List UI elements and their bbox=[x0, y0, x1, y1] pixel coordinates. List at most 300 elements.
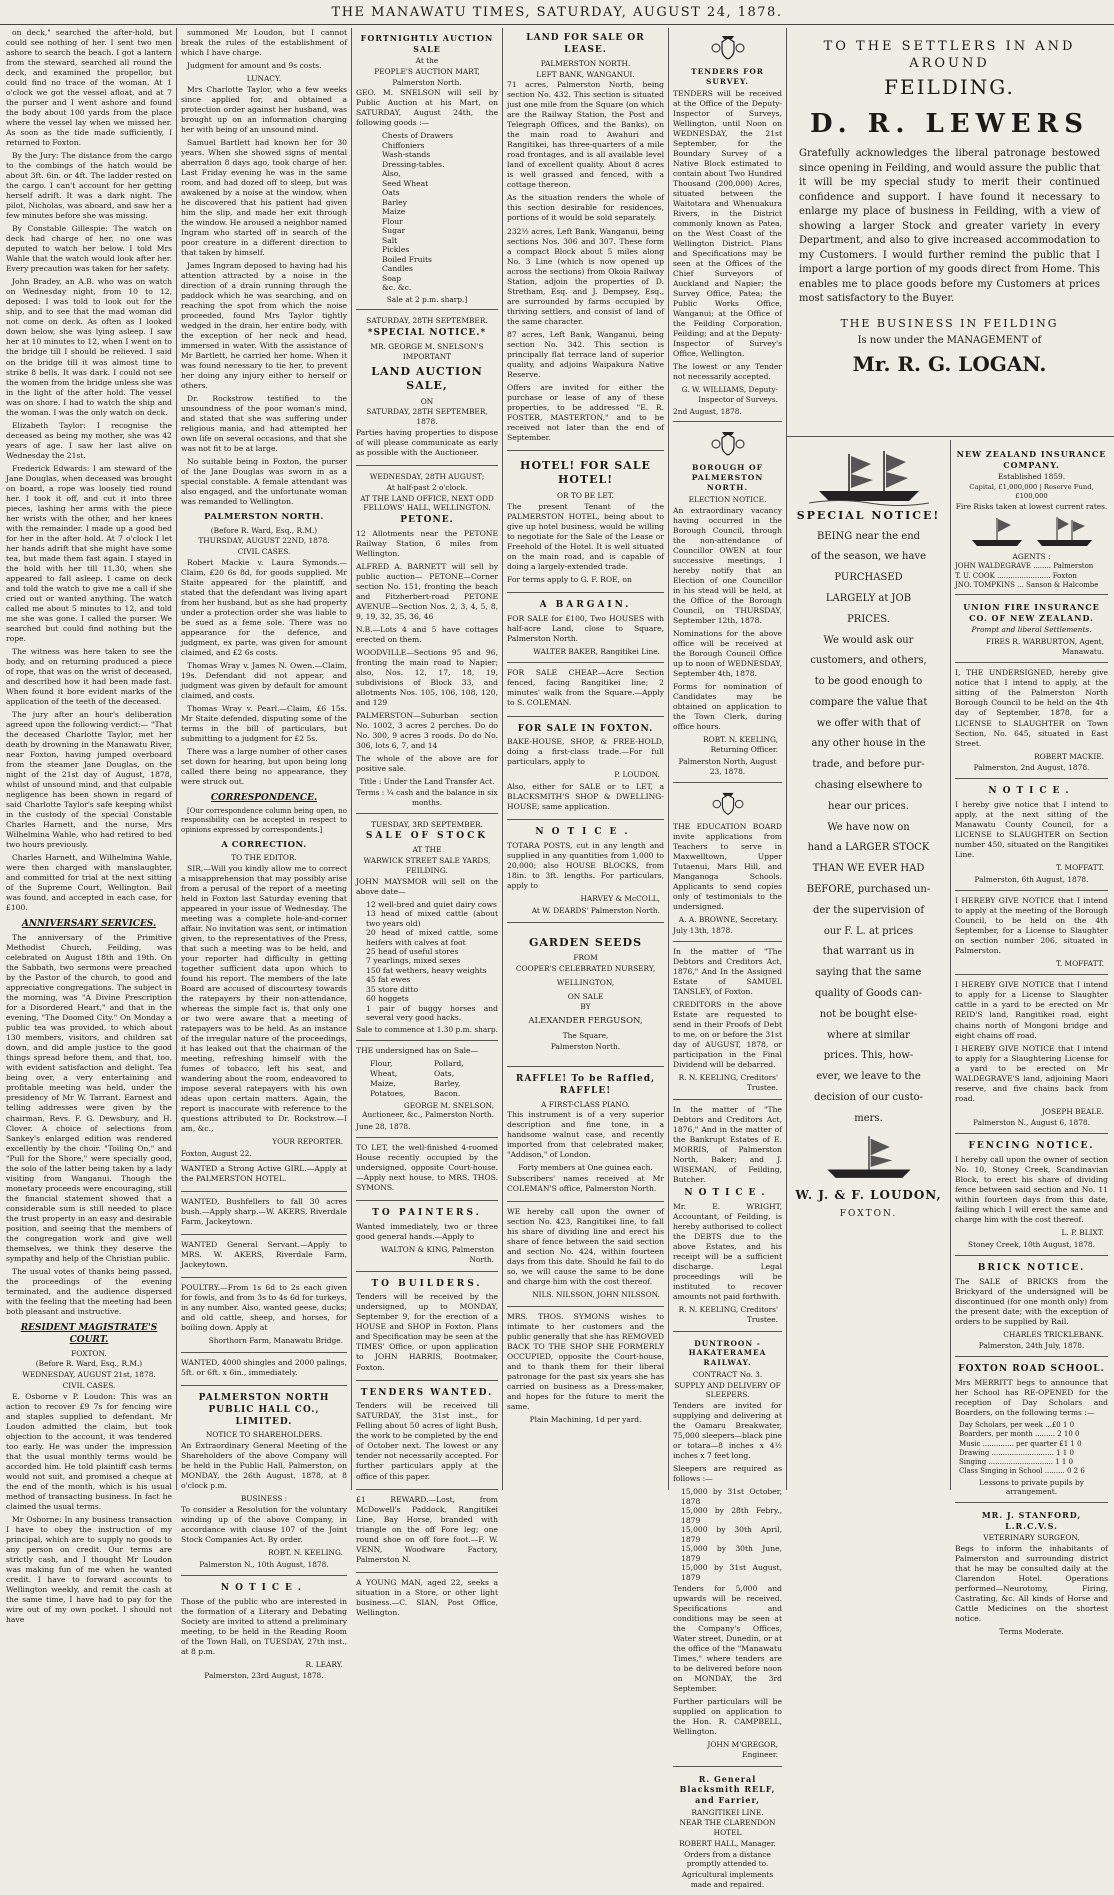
special-notice-line: not be bought else- bbox=[819, 1008, 918, 1020]
goods-item: Boiled Fruits bbox=[382, 254, 432, 264]
advert-subtitle: FEILDING. bbox=[884, 75, 1015, 100]
produce-item: Potatoes, bbox=[370, 1088, 406, 1098]
agent-item: T. U. COOK ........................ Foxton bbox=[955, 571, 1077, 580]
goods-item: Salt bbox=[382, 235, 398, 245]
produce-item: Bacon. bbox=[434, 1088, 461, 1098]
advert-railway-sleepers bbox=[673, 1334, 782, 1767]
advert-bargain bbox=[507, 595, 664, 664]
column-notices bbox=[955, 444, 1108, 1637]
fee-item: Drawing ............................ 1 1 0 bbox=[959, 1448, 1074, 1457]
royal-crest-icon bbox=[708, 34, 748, 64]
advert-text: TO LET, the well-finished 4-roomed House recently occupied by the undersigned, opposite Court-house.—Apply next house, to MRS. THOS. SYMONS. bbox=[356, 1143, 498, 1193]
advert-subtitle: Established 1859. bbox=[997, 472, 1066, 482]
fee-item: Music .............. per quarter £1 1 0 bbox=[959, 1439, 1082, 1448]
court-before: (Before R. Ward, Esq., R.M.) bbox=[210, 525, 318, 535]
advert-signature: R. LEARY. bbox=[305, 1659, 343, 1669]
special-notice-line: We have now on bbox=[827, 821, 910, 833]
special-notice-text bbox=[791, 527, 946, 1130]
advert-subtitle: OR TO BE LET. bbox=[557, 490, 614, 500]
advert-title: FOXTON ROAD SCHOOL. bbox=[958, 1364, 1105, 1375]
advert-produce bbox=[356, 1043, 498, 1138]
signature: YOUR REPORTER. bbox=[272, 1137, 343, 1147]
advert-subtitle: Forty members at One guinea each. bbox=[518, 1163, 653, 1173]
advert-text: Mrs MERRITT begs to announce that her School has RE-OPENED for the reception of Day Scholars and Boarders, on the following terms :— bbox=[955, 1378, 1108, 1418]
advert-foxton-sale bbox=[507, 719, 664, 821]
column-3 bbox=[356, 28, 498, 1617]
advert-girl bbox=[181, 1160, 347, 1192]
advert-subtitle: ROBERT HALL, Manager. bbox=[679, 1838, 776, 1848]
advert-text: I hereby call upon the owner of section No. 10, Stoney Creek, Scandinavian Block, to erect his share of dividing fence between said section and No. 11 within fourteen days from this date, failing which I will erect the same and charge him with the cost thereof. bbox=[955, 1155, 1108, 1225]
advert-text: The SALE of BRICKS from the Brickyard of the undersigned will be discontinued (for one month only) from the present date; with the exception of orders to be supplied by Rail. bbox=[955, 1276, 1108, 1326]
advert-date: July 13th, 1878. bbox=[673, 926, 733, 936]
advert-borough-election bbox=[673, 424, 782, 782]
advert-text: Tenders will be received by the undersigned, up to MONDAY, September 9, for the erection of a HOUSE and SHOP in Foxton. Plans and Specification may be seen at the TIMES' Office, or upon application to JOHN HARRIS, Bootmaker, Foxton. bbox=[356, 1292, 498, 1372]
advert-title: FENCING NOTICE. bbox=[968, 1141, 1095, 1152]
advert-signature: G. W. WILLIAMS, Deputy-Inspector of Surveys. bbox=[681, 384, 778, 404]
advert-subtitle: AGENTS : bbox=[1012, 551, 1051, 561]
advert-title: FOR SALE IN FOXTON. bbox=[517, 723, 654, 734]
advert-text: Offers are invited for either the purchase or lease of any of these properties, to be addressed "E. R. FOSTER, MASTERTON," and to be received not later than the end of September. bbox=[507, 382, 664, 442]
stock-list bbox=[366, 900, 498, 1023]
column-rule bbox=[668, 28, 669, 1490]
civil-cases-label: CIVIL CASES. bbox=[62, 1380, 116, 1390]
ships-icon bbox=[967, 514, 1097, 550]
special-notice-line: any other house in the bbox=[811, 738, 926, 750]
column-rule bbox=[351, 28, 352, 1490]
advert-title: NOTICE. bbox=[535, 827, 636, 838]
advert-title: NOTICE. bbox=[684, 1188, 771, 1199]
advert-text: Subscribers' names received at Mr COLEMAN'S office, Palmerston North. bbox=[507, 1174, 664, 1194]
advert-signature: NILS. NILSSON, JOHN NILSSON. bbox=[532, 1290, 660, 1300]
advert-text: Forms for nomination of Candidates may be obtained on application to the Town Clerk, during office hours. bbox=[673, 682, 782, 732]
fee-item: Class Singing in School ......... 0 2 6 bbox=[959, 1467, 1085, 1476]
advert-text: BAKE-HOUSE, SHOP, & FREE-HOLD, doing a first-class trade.—For full particulars, apply to bbox=[507, 737, 664, 767]
advert-poultry bbox=[181, 1280, 347, 1353]
advert-title: TO BUILDERS. bbox=[371, 1278, 483, 1289]
article-paragraph: James Ingram deposed to having had his attention attracted by a noise in the direction of a drain running through the paddock which he was searching, and on reaching the spot from which the noise proceeded, found Mrs Taylor tightly wedged in the drain, her entire body, with the exception of her neck and head, immersed in water. With the assistance of Mr Bartlett, he carried her home. When it was found necessary to tie her, to prevent her doing any injury either to herself or others. bbox=[181, 261, 347, 391]
advert-date: Palmerston, 23rd August, 1878. bbox=[204, 1671, 324, 1681]
advert-subtitle: AT THE bbox=[412, 845, 442, 855]
goods-item: Flour bbox=[382, 216, 403, 226]
advert-date: Palmerston N., August 6, 1878. bbox=[973, 1118, 1090, 1128]
advert-title: GARDEN SEEDS bbox=[528, 935, 643, 949]
advert-text: Mr. E. WRIGHT, Accountant, of Feilding, is hereby authorised to collect the DEBTS due to the above Estates, and his receipt will be a sufficient discharge. Legal proceedings will be instituted to recover amounts not paid forthwith. bbox=[673, 1201, 782, 1302]
fee-item: Singing ............................. 1 1 0 bbox=[959, 1458, 1074, 1467]
goods-item: Barley bbox=[382, 197, 407, 207]
advert-date: Palmerston, 6th August, 1878. bbox=[974, 874, 1089, 884]
advert-date: SATURDAY, 28TH SEPTEMBER, 1878. bbox=[366, 407, 488, 427]
advert-veterinary bbox=[955, 1505, 1108, 1642]
advert-text: 87 acres, Left Bank, Wanganui, being section No. 342. This section is principally flat terrace land of superior quality, and adjoins Waipakura Native Reserve. bbox=[507, 329, 664, 379]
special-notice-line: ever, we leave to the bbox=[816, 1071, 921, 1083]
advert-text: This instrument is of a very superior description and fine tone, in a handsome walnut case, and recently imported from that celebrated maker, "Addison," of London. bbox=[507, 1110, 664, 1160]
special-notice-line: We would ask our bbox=[823, 634, 914, 646]
advert-title: TENDERS FOR SURVEY. bbox=[691, 67, 764, 86]
advert-stock-sale bbox=[356, 816, 498, 1041]
stock-item: 25 head of useful stores bbox=[366, 946, 459, 956]
advert-text: The whole of the above are for positive sale. bbox=[356, 754, 498, 774]
advert-moffatt-borough bbox=[955, 893, 1108, 976]
advert-title: A BARGAIN. bbox=[539, 599, 632, 610]
advert-title: BRICK NOTICE. bbox=[977, 1262, 1086, 1273]
advert-subtitle: CONTRACT No. 3. bbox=[692, 1369, 763, 1379]
advert-text: The present Tenant of the PALMERSTON HOTEL, being about to give up hotel business, would be willing to negotiate for the Sale of the Lease or Freehold of the Hotel. It is well situated on the main road, and is capable of doing a largely-extended trade. bbox=[507, 501, 664, 571]
agent-item: JOHN WALDEGRAVE ........ Palmerston bbox=[955, 562, 1094, 571]
court-date: THURSDAY, AUGUST 22ND, 1878. bbox=[198, 536, 330, 546]
advert-text: Parties having properties to dispose of will please communicate as early as possible with the Auctioneer. bbox=[356, 427, 498, 457]
goods-item: &c. &c. bbox=[382, 283, 412, 293]
article-paragraph: Thomas Wray v. Pearl.—Claim, £6 15s. Mr Staite defended, disputing some of the terms in the bill of particulars, but submitting to a judgment for £2 5s. bbox=[181, 704, 347, 744]
advert-text: In the matter of "The Debtors and Creditors Act, 1876," And In the Assigned Estate of SAMUEL TANSLEY, of Foxton. bbox=[673, 947, 782, 997]
advert-text: To consider a Resolution for the voluntary winding up of the above Company, in accordance with clause 107 of the Joint Stock Companies Act. By order. bbox=[181, 1505, 347, 1545]
advert-symons bbox=[507, 1309, 664, 1430]
advert-date: TUESDAY, 3RD SEPTEMBER. bbox=[371, 819, 483, 829]
advert-totara-notice bbox=[507, 822, 664, 922]
goods-item: Seed Wheat bbox=[382, 178, 429, 188]
goods-item: Wash-stands bbox=[382, 150, 431, 160]
advert-nz-insurance bbox=[955, 444, 1108, 595]
advert-blacksmith bbox=[673, 1769, 782, 1895]
special-notice-line: hear our prices. bbox=[828, 800, 909, 812]
advert-tenders bbox=[356, 1383, 498, 1490]
advert-subtitle: At the bbox=[415, 56, 439, 66]
advert-text: WANTED General Servant.—Apply to MRS. W. AKERS, Riverdale Farm, Jackeytown. bbox=[181, 1239, 347, 1269]
advert-builders bbox=[356, 1274, 498, 1381]
merchant-name: D. R. LEWERS bbox=[810, 108, 1089, 139]
article-paragraph: The usual votes of thanks being passed, the proceedings of the evening terminated, and the audience dispersed with the feeling that the meeting had been both pleasant and instructive. bbox=[6, 1266, 172, 1316]
advert-text: WE hereby call upon the owner of section No. 423, Rangitikei line, to fall his share of dividing line and erect his share of fence between the said section and section No. 424, within fourteen days from this date. Should he fail to do so, we will cause the same to be done and charge him with the cost thereof. bbox=[507, 1207, 664, 1287]
produce-list bbox=[356, 1059, 498, 1099]
advert-signature: WALTER BAKER, Rangitikei Line. bbox=[533, 646, 660, 656]
advert-title: HOTEL! FOR SALE HOTEL! bbox=[520, 458, 651, 487]
civil-cases-label: CIVIL CASES. bbox=[237, 547, 291, 557]
produce-item: Pollard, bbox=[434, 1058, 464, 1068]
article-paragraph: Samuel Bartlett had known her for 30 years. When she showed signs of mental aberration 8 days ago, took charge of her. Last Friday evening he was in the same room, and had dozed off to sleep, but was awakened by a noise at the window, when he discovered that his patient had given him the slip, and made her exit through the window. He aroused a neighbor named Ingram who started off in search of the poor creature in a different direction to that taken by himself. bbox=[181, 137, 347, 258]
advert-text: WANTED, Bushfellers to fall 30 acres bush.—Apply sharp.—W. AKERS, Riverdale Farm, Jackeytown. bbox=[181, 1196, 347, 1226]
column-rule bbox=[502, 28, 503, 1490]
advert-subtitle: SUPPLY AND DELIVERY OF SLEEPERS. bbox=[674, 1380, 781, 1400]
special-notice-line: that warrant us in bbox=[822, 946, 915, 958]
advert-subtitle: WELLINGTON, bbox=[556, 977, 615, 987]
royal-crest-icon bbox=[708, 791, 748, 819]
goods-item: Chiffoniers bbox=[382, 140, 425, 150]
goods-item: Chests of Drawers bbox=[382, 131, 454, 141]
advert-text: Tenders are invited for supplying and delivering at the Oamaru Breakwater, 75,000 sleepers—black pine or totara—8 inches x 4½ inches x 7 feet long. bbox=[673, 1401, 782, 1461]
advert-text: FOR SALE for £100, Two HOUSES with half-acre Land, close to Square, Palmerston North. bbox=[507, 613, 664, 643]
produce-item: Maize, bbox=[370, 1078, 396, 1088]
special-notice-line: to be good enough to bbox=[814, 676, 923, 688]
advert-debating-notice bbox=[181, 1578, 347, 1687]
advert-title: PETONE. bbox=[400, 515, 454, 526]
letter-heading: A CORRECTION. bbox=[221, 839, 307, 850]
advert-painters bbox=[356, 1203, 498, 1271]
advert-date: WEDNESDAY, 28TH AUGUST; bbox=[369, 472, 485, 481]
advert-subtitle: NEAR THE CLARENDON HOTEL bbox=[679, 1818, 776, 1838]
goods-item: Soap bbox=[382, 273, 402, 283]
advert-signature: T. MOFFATT. bbox=[1056, 958, 1104, 968]
school-fees bbox=[955, 1421, 1108, 1476]
advert-text: As the situation renders the whole of this section desirable for residences, portions of it would be sold separately. bbox=[507, 193, 664, 223]
advert-text: I hereby give notice that I intend to apply, at the next sitting of the Manawatu County Council, for a LICENSE to SLAUGHTER on Section number 450, situated on the Rangitikei Line. bbox=[955, 799, 1108, 860]
advert-date: Palmerston North, August 23, 1878. bbox=[678, 756, 777, 776]
advert-text: PALMERSTON—Suburban section No. 1002, 3 acres 2 perches. Do do No. 300, 9 acres 3 roods. Do do No. 306, lots 6, 7, and 14 bbox=[356, 711, 498, 751]
advert-text: An extraordinary vacancy having occurred in the Borough Council, through the non-attendance of Councillor OWEN at four successive meetings, I hereby notify that an Election of one Councillor in his stead will be held, at the Office of the Borough Council, on THURSDAY, September 12th, 1878. bbox=[673, 506, 782, 626]
special-notice-line: der the supervision of bbox=[812, 904, 925, 916]
advert-signature: L. P. BLIXT. bbox=[1061, 1228, 1104, 1238]
advert-subtitle: VETERINARY SURGEON, bbox=[983, 1533, 1080, 1543]
article-paragraph: E. Osborne v P. Loudon: This was an action to recover £9 7s for fencing wire and staples supplied to defendant. Mr Loudon admitted the claim, but took objection to the account, it was tendered too early. He was under the impression that the usual monthly terms would be accorded him. He told plaintiff cash terms would not suit, and promised a cheque at the end of the month, which is his usual method of transacting business. In fact he claimed the usual terms. bbox=[6, 1391, 172, 1511]
advert-to-let bbox=[356, 1140, 498, 1201]
advert-creditors bbox=[673, 944, 782, 1100]
advert-bushfellers bbox=[181, 1194, 347, 1235]
special-notice-line: PRICES. bbox=[847, 613, 890, 625]
goods-item: Also, bbox=[382, 169, 401, 179]
article-paragraph: By the Jury: The distance from the cargo to the combings of the hatch would be about 3ft. 6in. or 4ft. The ladder rested on the cargo. I can't account for her getting herself adrift. It was a dark night. The pilot, Nicholas, was aboard, and saw her a few minutes before she was missing. bbox=[6, 151, 172, 221]
advert-text: A YOUNG MAN, aged 22, seeks a situation in a Store, or other light business.—C. SIAN, Post Office, Wellington. bbox=[356, 1577, 498, 1617]
article-paragraph: Judgment for amount and 9s costs. bbox=[187, 61, 322, 71]
advert-servant bbox=[181, 1237, 347, 1278]
advert-signature: R. N. KEELING, Creditors' Trustee. bbox=[678, 1073, 778, 1093]
goods-item: Candles bbox=[382, 264, 413, 274]
advert-time: At half-past 2 o'clock. bbox=[386, 482, 468, 492]
stock-item: 12 well-bred and quiet dairy cows bbox=[366, 899, 497, 909]
advert-date: 2nd August, 1878. bbox=[673, 406, 742, 416]
goods-list bbox=[382, 131, 498, 292]
advert-text: Sleepers are required as follows :— bbox=[673, 1464, 782, 1484]
column-2 bbox=[181, 28, 347, 1681]
section-heading: RESIDENT MAGISTRATE'S COURT. bbox=[20, 1322, 158, 1345]
firm-name: W. J. & F. LOUDON, bbox=[795, 1187, 942, 1202]
advert-public-hall bbox=[181, 1388, 347, 1576]
advert-fencing bbox=[955, 1136, 1108, 1256]
advert-subtitle: Agricultural implements made and repaired. bbox=[681, 1870, 774, 1889]
fee-item: Day Scholars, per week ...£0 1 0 bbox=[959, 1421, 1075, 1430]
advert-text: 12 Allotments near the PETONE Railway Station, 6 miles from Wellington. bbox=[356, 528, 498, 558]
feilding-banner bbox=[791, 28, 1108, 438]
advert-mackie-license bbox=[955, 665, 1108, 779]
to-editor: TO THE EDITOR. bbox=[231, 853, 297, 863]
advert-subtitle: Is now under the MANAGEMENT of bbox=[857, 335, 1042, 347]
sleeper-schedule-item: 15,000 by 30th April, 1879 bbox=[681, 1525, 782, 1544]
advert-subtitle: A FIRST-CLASS PIANO. bbox=[541, 1099, 630, 1109]
advert-date: Palmerston N., 10th August, 1878. bbox=[199, 1559, 329, 1569]
stock-item: 20 head of mixed cattle, some heifers with calves at foot bbox=[366, 928, 498, 947]
column-rule bbox=[786, 28, 787, 1490]
sailing-ship-icon bbox=[809, 446, 929, 506]
produce-item: Flour, bbox=[370, 1058, 393, 1068]
sleeper-schedule-item: 15,000 by 30th June, 1879 bbox=[681, 1544, 782, 1563]
special-notice-line: BEFORE, purchased un- bbox=[806, 884, 931, 896]
advert-union-insurance bbox=[955, 597, 1108, 663]
advert-text: CREDITORS in the above Estate are requested to send in their Proofs of Debt to me, on or before the 31st day of AUGUST, 1878, or participation in the Final Dividend will be debarred. bbox=[673, 1000, 782, 1070]
article-paragraph: Frederick Edwards: I am steward of the Jane Douglas, when deceased was brought on board, a rope was loosely tied round her. I took it off, and cut it into three pieces, lashing her arms with the piece her wrists with the other, and her knees with the remainder. I made up a good bed for her in the after hold. At 7 o'clock I let her hands adrift that she might have some tea, but made them fast again. I stayed in the hold with her till 11.30, when she appeared to fall asleep. I came on deck and told the watch to give me a call if she cried out or wanted anything. The watch called me about 5 minutes to 12, and told me she was gone. I called the purser. We searched but could find nothing but the rope. bbox=[6, 463, 172, 643]
advert-title: NOTICE. bbox=[220, 1582, 308, 1593]
advert-text: JOHN MAYSMOR will sell on the above date— bbox=[356, 876, 498, 896]
advert-petone-sale bbox=[356, 468, 498, 814]
advert-title: MR. J. STANFORD, L.R.C.V.S. bbox=[981, 1510, 1082, 1531]
advert-signature: A. A. BROWNE, Secretary. bbox=[678, 914, 778, 924]
advert-subtitle: MR. GEORGE M. SNELSON'S IMPORTANT bbox=[370, 342, 484, 361]
advert-text: Those of the public who are interested in the formation of a Literary and Debating Society are invited to attend a preliminary meeting, to be held in the Reading Room of the Town Hall, on TUESDAY, 27th inst., at 8 p.m. bbox=[181, 1596, 347, 1656]
article-paragraph: John Bradey, an A.B. who was on watch on Wednesday night, from 10 to 12, deposed: I was told to look out for the ship, and to see that the mad woman did not come on deck. As often as I looked down below, she was lying asleep. I saw her at 10 minutes to 12, when I went on to the bridge till I should be relieved. I said on the bridge till it was almost time to strike 8 bells. It was dark. I could not see the women from the bridge unless she was in the light of the after hold. The vessel was on shore. I had to watch the ship and the woman. I was the only watch on deck. bbox=[6, 277, 172, 417]
advert-subtitle: PEOPLE'S AUCTION MART, bbox=[374, 66, 480, 76]
article-paragraph: The jury after an hour's deliberation agreed upon the following verdict:— "That the deceased Charlotte Taylor, met her death by drowning in the Manawatu River, near Foxton, having jumped overboard from the steamer Jane Douglas, on the night of the 21st day of August, 1878, whilst of unsound mind, and that culpable negligence has been shown in regard of said Charlotte Taylor's safe keeping whilst in the custody of the special Constable Charles Harnett, and the nurse, Mrs Wilhelmina Wahle, who had retired to bed two hours previously. bbox=[6, 710, 172, 850]
sleeper-schedule-item: 15,000 by 28th Febry., 1879 bbox=[681, 1506, 782, 1525]
advert-text: An Extraordinary General Meeting of the Shareholders of the above Company will be held in the Public Hall, Palmerston, on MONDAY, the 26th August, 1878, at 8 o'clock p.m. bbox=[181, 1441, 347, 1491]
advert-title: TENDERS WANTED. bbox=[360, 1387, 494, 1398]
advert-text: WANTED a Strong Active GIRL.—Apply at the PALMERSTON HOTEL. bbox=[181, 1163, 347, 1183]
special-notice-line: customers, and others, bbox=[810, 655, 927, 667]
advert-subtitle: RANGITIKEI LINE. bbox=[691, 1807, 764, 1817]
stock-item: 13 head of mixed cattle (about two years old) bbox=[366, 909, 498, 928]
sleeper-schedule-item: 15,000 by 31st October, 1878 bbox=[681, 1487, 782, 1506]
advert-title: BOROUGH OF PALMERSTON NORTH. bbox=[691, 463, 764, 493]
advert-subtitle: NOTICE TO SHAREHOLDERS. bbox=[205, 1430, 323, 1440]
advert-garden-seeds bbox=[507, 925, 664, 1067]
advert-date: Stoney Creek, 10th August, 1878. bbox=[968, 1239, 1095, 1249]
stock-item: 7 yearlings, mixed sexes bbox=[366, 956, 461, 966]
article-paragraph: summoned Mr Loudon, but I cannot break the rules of the establishment of which I have charge. bbox=[181, 28, 347, 58]
advert-text: Tenders for 5,000 and upwards will be received. Specifications and conditions may be seen at the Company's Offices, Water street, Dunedin, or at the office of the "Manawatu Times," where tenders are to be delivered before noon on MONDAY, the 3rd September. bbox=[673, 1584, 782, 1694]
advert-text: Wanted immediately, two or three good general hands.—Apply to bbox=[356, 1221, 498, 1241]
advert-text: £1 REWARD.—Lost, from McDowell's Paddock, Rangitikei Line, Bay Horse, branded with triangle on the off Fore leg; one round shoe on off fore foot.—F. W. VENN, Woodware Factory, Palmerston N. bbox=[356, 1494, 498, 1564]
sleeper-schedule-item: 15,000 by 31st August, 1879 bbox=[681, 1563, 782, 1582]
column-1 bbox=[6, 28, 172, 1624]
advert-beale-license bbox=[955, 977, 1108, 1134]
goods-item: Sugar bbox=[382, 226, 406, 236]
advert-land-lease bbox=[507, 28, 664, 451]
advert-text: Gratefully acknowledges the liberal patronage bestowed since opening in Feilding, and would assure the public that it will be my special study to merit their continued confidence and support. I have found it necessary to enlarge my place of business in Feilding, with a view of showing a larger Stock and greater variety in every Department, and also to give increased accommodation to my Customers. I would further remind the public that I import a large portion of my goods direct from Home. This enables me to place goods before my Customers at prices most satisfactory to the Buyer. bbox=[799, 148, 1100, 305]
advert-fence-owner bbox=[507, 1204, 664, 1307]
article-paragraph: The witness was here taken to see the body, and on returning produced a piece of rope, that was on the wrist of deceased, and described how it had been made fast. When found it bore evident marks of the application of the teeth of the deceased. bbox=[6, 646, 172, 707]
article-paragraph: Charles Harnett, and Wilhelmina Wahle, were then charged with manslaughter, and committed for trial at the next sitting of the Supreme Court, Wellington. Bail was found, and accepted in each case, for £100. bbox=[6, 853, 172, 913]
advert-signature: At W. DEARDS' Palmerston North. bbox=[531, 905, 660, 915]
advert-signature: FIRES R. WARBURTON, Agent, Manawatu. bbox=[985, 636, 1104, 656]
advert-signature: P. LOUDON. bbox=[614, 770, 660, 780]
advert-title: *SPECIAL NOTICE.* bbox=[367, 328, 487, 339]
advert-title: FORTNIGHTLY AUCTION SALE bbox=[360, 33, 494, 54]
firm-place: FOXTON. bbox=[839, 1209, 898, 1220]
special-notice-line: compare the value that bbox=[809, 696, 928, 708]
section-heading: ANNIVERSARY SERVICES. bbox=[21, 919, 157, 930]
advert-text: 71 acres, Palmerston North, being section No. 432. This section is situated just one mile from the Square (on which are the Railway Station, the Post and Telegraph Offices, and the Banks), on the main road to Awahuri and Rangitikei, has three-quarters of a mile road frontages, and is all available level land of excellent quality. About 8 acres is well grassed and fenced, with a cottage thereon. bbox=[507, 80, 664, 190]
stock-item: 60 hoggets bbox=[366, 994, 409, 1004]
advert-young-man bbox=[356, 1575, 498, 1625]
special-notice bbox=[791, 444, 946, 1490]
advert-signature: GEORGE M. SNELSON, Auctioneer, &c., Palmerston North. bbox=[362, 1100, 494, 1120]
advert-raffle bbox=[507, 1069, 664, 1202]
lunacy-label: LUNACY. bbox=[246, 74, 282, 84]
advert-text: THE undersigned has on Sale— bbox=[356, 1045, 479, 1055]
advert-text: I HEREBY GIVE NOTICE that I intend to apply at the meeting of the Borough Council, to be held on the 4th September, for a License to Slaughter on section number 206, situated in Palmerston. bbox=[955, 895, 1108, 955]
advert-subtitle: ALEXANDER FERGUSON, bbox=[528, 1016, 643, 1027]
advert-title: TO PAINTERS. bbox=[372, 1208, 482, 1219]
advert-date: Palmerston, 2nd August, 1878. bbox=[973, 763, 1090, 773]
special-notice-line: BEING near the end bbox=[816, 530, 921, 542]
stock-item: 45 fat ewes bbox=[366, 975, 411, 985]
goods-item: Dressing-tables. bbox=[382, 159, 445, 169]
advert-subtitle: Palmerston North. bbox=[550, 1042, 621, 1052]
advert-subtitle: Palmerston North. bbox=[392, 77, 462, 87]
column-rule bbox=[950, 440, 951, 1490]
advert-text: WOODVILLE—Sections 95 and 96, fronting the main road to Napier; also, Nos. 12, 17, 18, 19, subdivisions of Block 33, and allotments Nos. 105, 106, 108, 120, and 129 bbox=[356, 648, 498, 708]
advert-title: NEW ZEALAND INSURANCE COMPANY. bbox=[956, 449, 1107, 470]
section-heading: CORRESPONDENCE. bbox=[210, 793, 318, 804]
advert-subtitle: BY bbox=[580, 1002, 591, 1012]
special-notice-line: PURCHASED bbox=[834, 572, 903, 584]
advert-signature: ROBT. N. KEELING. bbox=[268, 1548, 343, 1558]
advert-signature: R. N. KEELING, Creditors' Trustee. bbox=[678, 1305, 778, 1324]
produce-item: Barley, bbox=[434, 1078, 461, 1088]
advert-signature: HARVEY & McCOLL, bbox=[580, 894, 660, 904]
advert-signature: ROBT. N. KEELING, Returning Officer. bbox=[703, 735, 778, 755]
advert-subtitle: Title : Under the Land Transfer Act. bbox=[359, 777, 495, 787]
article-paragraph: By Constable Gillespie: The watch on deck had charge of her, no one was deputed to watch her below. I told Mrs Wahle that the watch would look after her. Every precaution was taken for her safety. bbox=[6, 224, 172, 274]
advert-time: Sale to commence at 1.30 p.m. sharp. bbox=[356, 1024, 498, 1034]
article-paragraph: The anniversary of the Primitive Methodist Church, Feilding, was celebrated on August 18th and 19th. On the Sabbath, two sermons were preached by the Pastor of the church, to good and appreciative congregations. The subject in the morning, was "A Divine Prescription for a Disordered Heart," and that in the evening, "The Doomed City." On Monday a public tea was provided, to which about 130 members, visitors, and children sat down, and did ample justice to the good things spread before them, and that, too, with evident satisfaction and delight. Tea being over, a very entertaining and profitable meeting was held, under the presidency of Mr W. Tarrant. Earnest and telling addresses were given by the chairman, Revs. F. G. Dewsbury, and H. Clover. A choice of selections from Sankey's enlarged edition was rendered excellently by the choir. "Toiling On," and "Pull for the Shore," were specially good, the solo of the latter being taken by a lady visiting from Wanganui. Though the monetary proceeds were encouraging, still the financial statement showed that a considerable sum is still needed to place the trust property in an easy and desirable position, and seeing that the members of the congregation work and give well themselves, we think they deserve the sympathy and help of the Christian public. bbox=[6, 933, 172, 1263]
article-paragraph: Elizabeth Taylor: I recognise the deceased as being my mother, she was 42 years of age. I saw her last alive on Wednesday the 21st. bbox=[6, 420, 172, 460]
advert-school bbox=[955, 1359, 1108, 1503]
special-notice-line: quality of Goods can- bbox=[814, 988, 923, 1000]
advert-survey bbox=[673, 28, 782, 422]
advert-title: DUNTROON - HAKATERAMEA RAILWAY. bbox=[688, 1338, 767, 1368]
advert-text: TENDERS will be received at the Office of the Deputy-Inspector of Surveys, Wellington, until Noon on WEDNESDAY, the 21st September, for the Boundary Survey of a Native Block estimated to contain about Two Hundred Thousand (200,000) Acres, situated between the Waitotara and Whenuakura Rivers, in the District commonly known as Patea, on the West Coast of the Wellington District. Plans and Specifications may be seen at the Offices of the Chief Surveyors of Auckland and Napier; the Survey Office, Patea; the Public Works Office, Wanganui; at the Office of the Feilding Corporation, Feilding; and at the Deputy-Inspector of Survey's Office, Wellington. bbox=[673, 88, 782, 358]
special-notice-line: saying that the same bbox=[815, 967, 922, 979]
special-notice-line: our F. L. at prices bbox=[823, 925, 914, 937]
stock-item: 35 store ditto bbox=[366, 984, 419, 994]
article-paragraph: Dr. Rockstrow testified to the unsoundness of the poor woman's mind, and stated that she was suffering under religious mania, and had attempted her own life on several occasions, and that she was not fit to be at large. bbox=[181, 394, 347, 454]
advert-text: For terms apply to G. F. ROE, on bbox=[507, 574, 632, 584]
advert-title: TO THE SETTLERS IN AND AROUND bbox=[823, 39, 1076, 72]
article-paragraph: Mr Osborne: In any business transaction I have to obey the instruction of my principal, which are to supply no goods to any person on credit. Our terms are strictly cash, and I thought Mr Loudon was making fun of me when he wanted credit. I have to forward accounts to Wellington weekly, and remit the cash at the same time, I have had to pay for the wire out of my own pocket. I should not have bbox=[6, 1514, 172, 1624]
advert-text: The lowest or any Tender not necessarily accepted. bbox=[673, 361, 782, 381]
advert-auction-mart bbox=[356, 28, 498, 310]
court-place: FOXTON. bbox=[71, 1348, 107, 1358]
section-heading: PALMERSTON NORTH. bbox=[204, 512, 324, 523]
advert-text: Nominations for the above office will be received at the Borough Council Office up to noon of WEDNESDAY, September 4th, 1878. bbox=[673, 629, 782, 679]
advert-subtitle: WARWICK STREET SALE YARDS, FEILDING. bbox=[363, 856, 491, 875]
advert-signature: Shorthorn Farm, Manawatu Bridge. bbox=[208, 1336, 343, 1346]
sleeper-schedule bbox=[681, 1487, 782, 1582]
fee-item: Boarders, per month ......... 2 10 0 bbox=[959, 1430, 1080, 1439]
article-paragraph: Mrs Charlotte Taylor, who a few weeks since applied for, and obtained a protection order against her husband, was brought up on an information charging her with being of an unsound mind. bbox=[181, 84, 347, 134]
advert-text: Also, either for SALE or to LET, a BLACKSMITH'S SHOP & DWELLING-HOUSE; same application. bbox=[507, 782, 664, 812]
advert-title: SALE OF STOCK bbox=[365, 831, 489, 842]
produce-item: Oats, bbox=[434, 1068, 455, 1078]
special-notice-line: where at similar bbox=[827, 1029, 910, 1041]
advert-signature: JOHN M'GREGOR, Engineer. bbox=[707, 1740, 778, 1760]
advert-text: 232½ acres, Left Bank, Wanganui, being sections Nos. 306 and 307. These form a compact Block about 5 miles along No. 3 Line (which is now opened up across the sections) from Okoia Railway Station, adjoin the properties of D. Stretham, Esq. and J. Dempsey, Esq., are surrounded by farms occupied by thriving settlers, and consist of land of the same character. bbox=[507, 226, 664, 326]
advert-title: UNION FIRE INSURANCE CO. OF NEW ZEALAND. bbox=[963, 602, 1100, 623]
sailing-ship-icon bbox=[814, 1132, 924, 1182]
masthead: THE MANAWATU TIMES, SATURDAY, AUGUST 24, 1878. bbox=[0, 2, 1114, 25]
advert-subtitle: Fire Risks taken at lowest current rates. bbox=[955, 501, 1108, 511]
court-before: (Before R. Ward, Esq., R.M.) bbox=[35, 1359, 143, 1369]
advert-text: THE EDUCATION BOARD invite applications from Teachers to serve in Maxwelltown, Upper Tutaenui, Mars Hill, and Manganoga Schools. Applicants to send copies only of testimonials to the undersigned. bbox=[673, 821, 782, 911]
advert-subtitle: Terms Moderate. bbox=[999, 1627, 1064, 1637]
advert-land-auction bbox=[356, 312, 498, 466]
advert-bankrupt-notice bbox=[673, 1102, 782, 1332]
article-paragraph: No suitable being in Foxton, the purser of the Jane Douglas was sworn in as a special constable. A female attendant was also engaged, and the unfortunate woman was remanded to Wellington. bbox=[181, 457, 347, 507]
advert-title: R. General Blacksmith RELF, and Farrier, bbox=[679, 1773, 776, 1805]
advert-reward bbox=[356, 1492, 498, 1573]
advert-text: ALFRED A. BARNETT will sell by public auction— PETONE—Corner section No. 151, fronting the beach and Fitzherbert-road PETONE AVENUE—Section Nos. 2, 3, 4, 5, 8, 9, 19, 32, 35, 36, 46 bbox=[356, 561, 498, 622]
advert-subtitle: BUSINESS : bbox=[240, 1494, 288, 1504]
advert-brick bbox=[955, 1258, 1108, 1357]
advert-subtitle: Plain Machining, 1d per yard. bbox=[529, 1415, 642, 1425]
advert-time: Sale at 2 p.m. sharp.] bbox=[386, 294, 468, 304]
advert-subtitle: Lessons to private pupils by arrangement. bbox=[979, 1477, 1084, 1497]
